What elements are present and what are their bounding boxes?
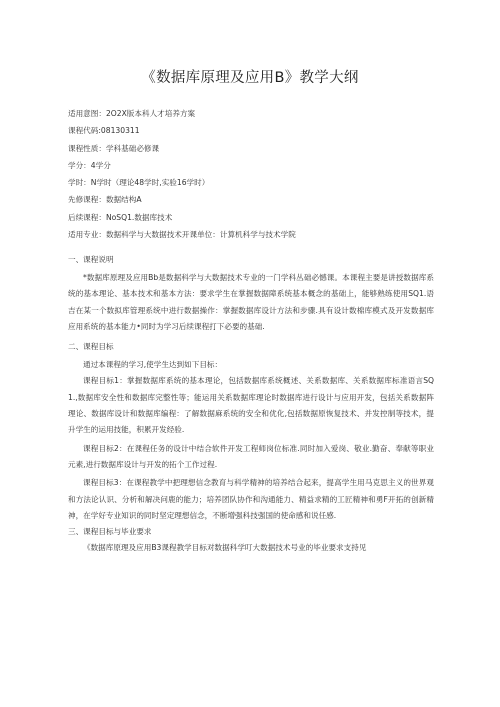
section-heading-course-goals: 二、课程目标 — [68, 342, 114, 352]
course-goal-3: 课程目标3：在课程教学中把理想信念教育与科学精神的培养结合起来，提高学生用马克思主义的世界观和方法论认识、分析和解决问鹿的能力；培养团队协作和沟通能力、精益求精的工匠精神和勇F开拓的创新精神，在学好专业知识的同时坚定理想信念，不断增强科技强国的使命感和说任感. — [68, 478, 434, 520]
meta-purpose: 适用意图：2O2X版本科人才培养方案 — [68, 109, 196, 118]
course-goal-1: 课程目标1：掌握数据库系统的基本理论，包括数据库系统概述、关系数据库、关系数据库标准语言SQ1.,数据库安全性和数据库完整性等；能运用关系数据库理论时数据库进行设计与应用开发，包括关系数据阵理论、数据库设计和数据库编程：了解数据麻系统的安全和优化,包括数据原恢复技术、并发控制等技术，提升学生的运用技能，积累开发经验. — [68, 376, 434, 435]
document-title: 《数据库原理及应用B》教学大纲 — [141, 70, 359, 86]
meta-credits: 学分：4学分 — [68, 160, 111, 170]
meta-hours: 学时：N学时（理论48学时,实验16学时） — [68, 178, 210, 188]
course-description-paragraph: *数据库原理及应用Bb是数据科学与大数据技术专业的一门学科丛础必憾课。本课程主要是讲授数据库系统的基本理论、基本技术和基本方法：要求学生在掌握数据障系统基本概念的基础上，能够熟练使用SQ1.语吉在某一个数拟库管理系统中进行数据操作：掌握数据库设计方法和步骤.具有设计数棉库模式及开发数据库应用系统的基本能力•同时为学习后续课程打下必要的基础. — [68, 273, 434, 331]
meta-follow-up: 后续课程：NoSQ1.数据库技术 — [68, 212, 173, 222]
document-body — [68, 252, 434, 556]
section-heading-course-description: 一、课程说明 — [68, 255, 114, 264]
goals-requirements-paragraph: 《数据库原理及应用B3课程教学目标对数据科学叮大数据技术号业的毕业要求支持见 — [83, 543, 367, 553]
meta-course-nature: 课程性质：学科基础必修课 — [68, 143, 160, 153]
section-heading-goals-and-requirements: 三、课程目标与毕业要求 — [68, 527, 152, 537]
meta-prerequisite: 先修课程：数据结构A — [68, 195, 142, 205]
course-meta — [68, 105, 448, 243]
course-goal-2: 课程目标2：在课程任务的设计中结合软件开发工程师岗位标准.同时加入爱岗、敬业.勤奋、奉献等职业元素,进行数据库设计与开发的拓个工作过程. — [68, 443, 434, 469]
course-goals-intro: 通过本课程的学习,使学生达到如下目标： — [83, 360, 223, 370]
meta-course-code: 课程代码:08130311 — [68, 126, 140, 136]
meta-major-and-unit: 适用专业：数据科学与大数据技术开课单位：计算机科学与技术学院 — [68, 230, 296, 240]
